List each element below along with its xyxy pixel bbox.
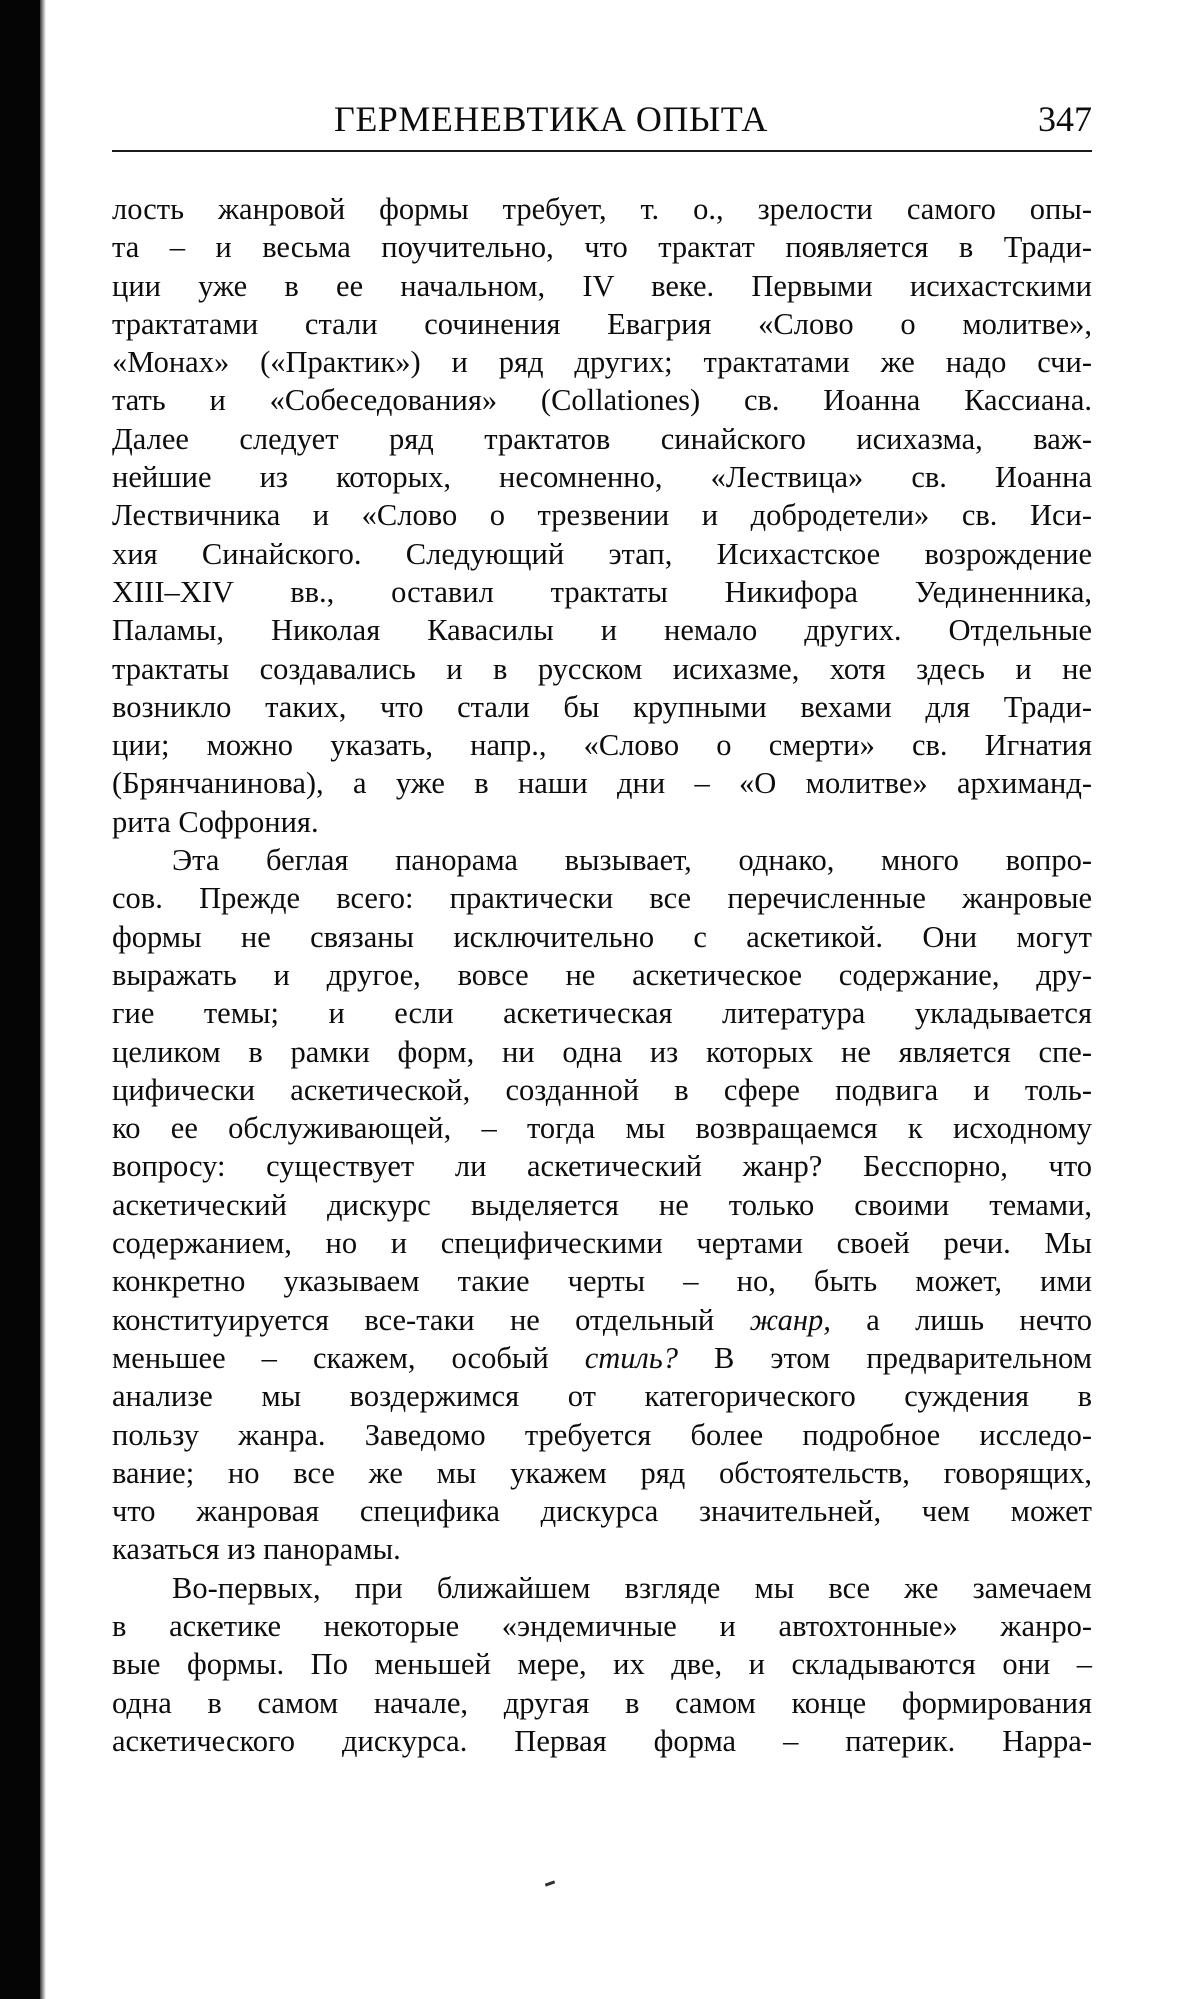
text-line: аскетического дискурса. Первая форма – патерик. Нарра- <box>112 1723 1092 1758</box>
italic-term: стиль? <box>584 1340 678 1375</box>
text-line: трактатами стали сочинения Евагрия «Слово о молитве», <box>112 306 1092 341</box>
running-head <box>112 88 1092 148</box>
text-line: трактаты создавались и в русском исихазме, хотя здесь и не <box>112 651 1092 686</box>
text-line: выражать и другое, вовсе не аскетическое содержание, дру- <box>112 957 1092 992</box>
text-run: а лишь нечто <box>830 1302 1092 1337</box>
text-line: анализе мы воздержимся от категорического суждения в <box>112 1379 1092 1414</box>
text-line: Лествичника и «Слово о трезвении и добродетели» св. Иси- <box>112 498 1092 533</box>
text-line: целиком в рамки форм, ни одна из которых не является спе- <box>112 1034 1092 1069</box>
text-run: В этом предварительном <box>677 1340 1092 1375</box>
text-line: Далее следует ряд трактатов синайского исихазма, важ- <box>112 421 1092 456</box>
text-run: меньшее – скажем, особый <box>112 1340 585 1375</box>
header-rule <box>112 150 1092 152</box>
text-line: (Брянчанинова), а уже в наши дни – «О молитве» архиманд- <box>112 766 1092 801</box>
text-line: та – и весьма поучительно, что трактат появляется в Тради- <box>112 230 1092 265</box>
text-line: аскетический дискурс выделяется не только своими темами, <box>112 1187 1092 1222</box>
italic-term: жанр, <box>749 1302 831 1337</box>
text-line: гие темы; и если аскетическая литература укладывается <box>112 996 1092 1031</box>
text-line: формы не связаны исключительно с аскетикой. Они могут <box>112 919 1092 954</box>
page-binding-edge <box>0 0 40 1999</box>
text-line: Паламы, Николая Кавасилы и немало других. Отдельные <box>112 613 1092 648</box>
text-line: пользу жанра. Заведомо требуется более подробное исследо- <box>112 1417 1092 1452</box>
text-line: рита Софрония. <box>112 804 319 839</box>
page-number: 347 <box>1038 99 1092 139</box>
scan-speck <box>545 1880 555 1886</box>
text-line: Во-первых, при ближайшем взгляде мы все же замечаем <box>172 1570 1092 1605</box>
text-line: вопросу: существует ли аскетический жанр? Бесспорно, что <box>112 1149 1092 1184</box>
text-line: вание; но все же мы укажем ряд обстоятельств, говорящих, <box>112 1455 1092 1490</box>
text-line: одна в самом начале, другая в самом конце формирования <box>112 1685 1092 1720</box>
text-line: хия Синайского. Следующий этап, Исихастское возрождение <box>112 536 1092 571</box>
text-line: возникло таких, что стали бы крупными вехами для Тради- <box>112 689 1092 724</box>
text-line: что жанровая специфика дискурса значительней, чем может <box>112 1494 1092 1529</box>
text-line: сов. Прежде всего: практически все перечисленные жанровые <box>112 881 1092 916</box>
text-line: ции уже в ее начальном, IV веке. Первыми исихастскими <box>112 268 1092 303</box>
text-line: в аскетике некоторые «эндемичные и автохтонные» жанро- <box>112 1608 1092 1643</box>
text-line: ко ее обслуживающей, – тогда мы возвращаемся к исходному <box>112 1111 1092 1146</box>
text-line: нейшие из которых, несомненно, «Лествица» св. Иоанна <box>112 460 1092 495</box>
running-title: ГЕРМЕНЕВТИКА ОПЫТА <box>334 99 768 139</box>
text-line <box>112 1301 1092 1339</box>
text-line: Эта беглая панорама вызывает, однако, много вопро- <box>172 843 1092 878</box>
text-line: вые формы. По меньшей мере, их две, и складываются они – <box>112 1647 1092 1682</box>
text-line: XIII–XIV вв., оставил трактаты Никифора Уединенника, <box>112 574 1092 609</box>
text-line: «Монах» («Практик») и ряд других; трактатами же надо счи- <box>112 345 1092 380</box>
text-run: конституируется все-таки не отдельный <box>112 1302 750 1337</box>
text-line: лость жанровой формы требует, т. о., зрелости самого опы- <box>112 192 1092 226</box>
text-line: цифически аскетической, созданной в сфере подвига и толь- <box>112 1072 1092 1107</box>
text-line: тать и «Собеседования» (Collationes) св. Иоанна Кассиана. <box>112 383 1092 418</box>
body-text <box>112 190 1092 1760</box>
text-line: казаться из панорамы. <box>112 1532 401 1567</box>
text-line: содержанием, но и специфическими чертами своей речи. Мы <box>112 1226 1092 1261</box>
text-line: конкретно указываем такие черты – но, быть может, ими <box>112 1264 1092 1299</box>
text-line <box>112 1339 1092 1377</box>
text-line: ции; можно указать, напр., «Слово о смерти» св. Игнатия <box>112 728 1092 763</box>
